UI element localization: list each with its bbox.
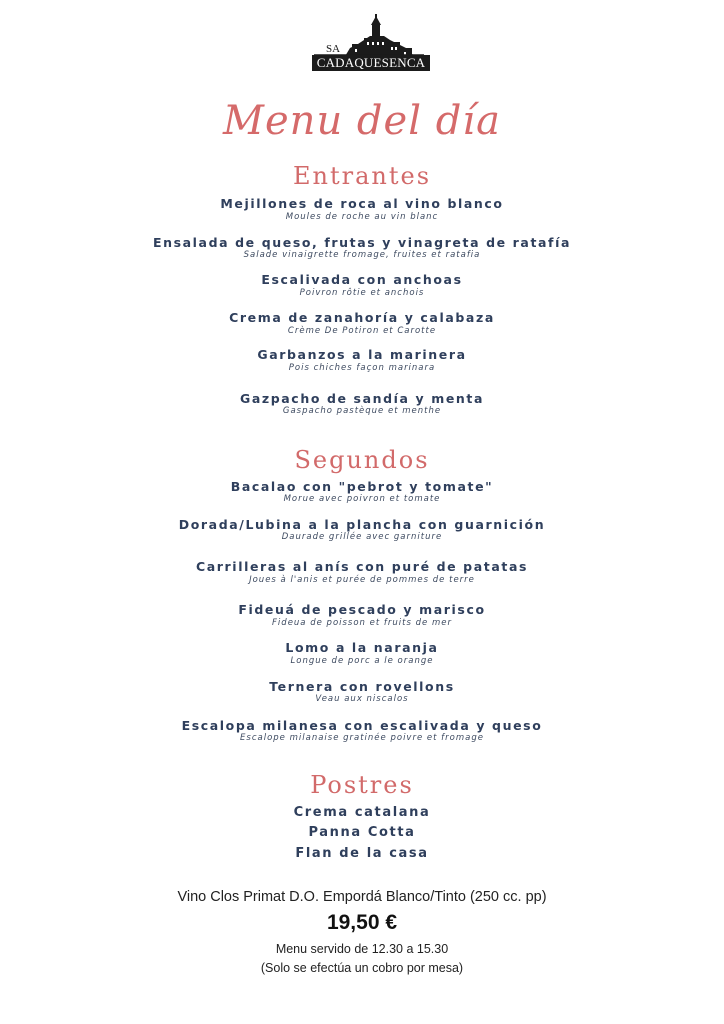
dish-translation: Joues à l'anis et purée de pommes de terre	[249, 575, 475, 585]
dish-name: Carrilleras al anís con puré de patatas	[195, 559, 529, 574]
dish-translation: Salade vinaigrette fromage, fruites et ratafia	[243, 250, 481, 260]
dish-translation: Morue avec poivron et tomate	[283, 494, 441, 504]
menu-title: Menu del día	[223, 98, 501, 144]
menu-price: 19,50 €	[326, 911, 398, 934]
dish-name: Lomo a la naranja	[285, 640, 439, 655]
dish-name: Ternera con rovellons	[269, 679, 455, 694]
wine-info: Vino Clos Primat D.O. Empordá Blanco/Tinto (250 cc. pp)	[177, 889, 547, 905]
dish-translation: Veau aux niscalos	[315, 694, 409, 704]
dish-translation: Crème De Potiron et Carotte	[287, 326, 437, 336]
dessert-item: Flan de la casa	[295, 846, 429, 861]
dish-translation: Daurade grillée avec garniture	[281, 532, 443, 542]
logo-small-text: SA	[326, 43, 341, 55]
payment-note: (Solo se efectúa un cobro por mesa)	[260, 961, 464, 975]
section-heading-entrantes: Entrantes	[292, 162, 432, 190]
dish-name: Bacalao con "pebrot y tomate"	[230, 479, 494, 494]
dish-translation: Longue de porc a le orange	[290, 656, 434, 666]
dish-name: Dorada/Lubina a la plancha con guarnición	[178, 517, 546, 532]
dish-translation: Gaspacho pastèque et menthe	[282, 406, 442, 416]
dessert-item: Crema catalana	[293, 805, 431, 820]
logo-name: CADAQUESENCA	[312, 55, 430, 71]
dish-translation: Escalope milanaise gratinée poivre et fromage	[240, 733, 484, 743]
dessert-item: Panna Cotta	[308, 825, 416, 840]
dish-translation: Moules de roche au vin blanc	[285, 212, 439, 222]
dish-name: Ensalada de queso, frutas y vinagreta de ratafía	[152, 235, 572, 250]
dish-name: Crema de zanahoría y calabaza	[229, 310, 495, 325]
dish-name: Garbanzos a la marinera	[257, 347, 467, 362]
section-heading-segundos: Segundos	[294, 446, 430, 474]
service-hours: Menu servido de 12.30 a 15.30	[275, 942, 449, 956]
dish-translation: Fideua de poisson et fruits de mer	[272, 618, 452, 628]
dish-name: Escalivada con anchoas	[261, 272, 463, 287]
dish-name: Escalopa milanesa con escalivada y queso	[181, 718, 543, 733]
dish-translation: Pois chiches façon marinara	[288, 363, 436, 373]
dish-name: Gazpacho de sandía y menta	[239, 391, 485, 406]
section-heading-postres: Postres	[310, 771, 414, 799]
dish-name: Fideuá de pescado y marisco	[238, 602, 486, 617]
dish-name: Mejillones de roca al vino blanco	[220, 196, 504, 211]
dish-translation: Poivron rôtie et anchois	[299, 288, 425, 298]
